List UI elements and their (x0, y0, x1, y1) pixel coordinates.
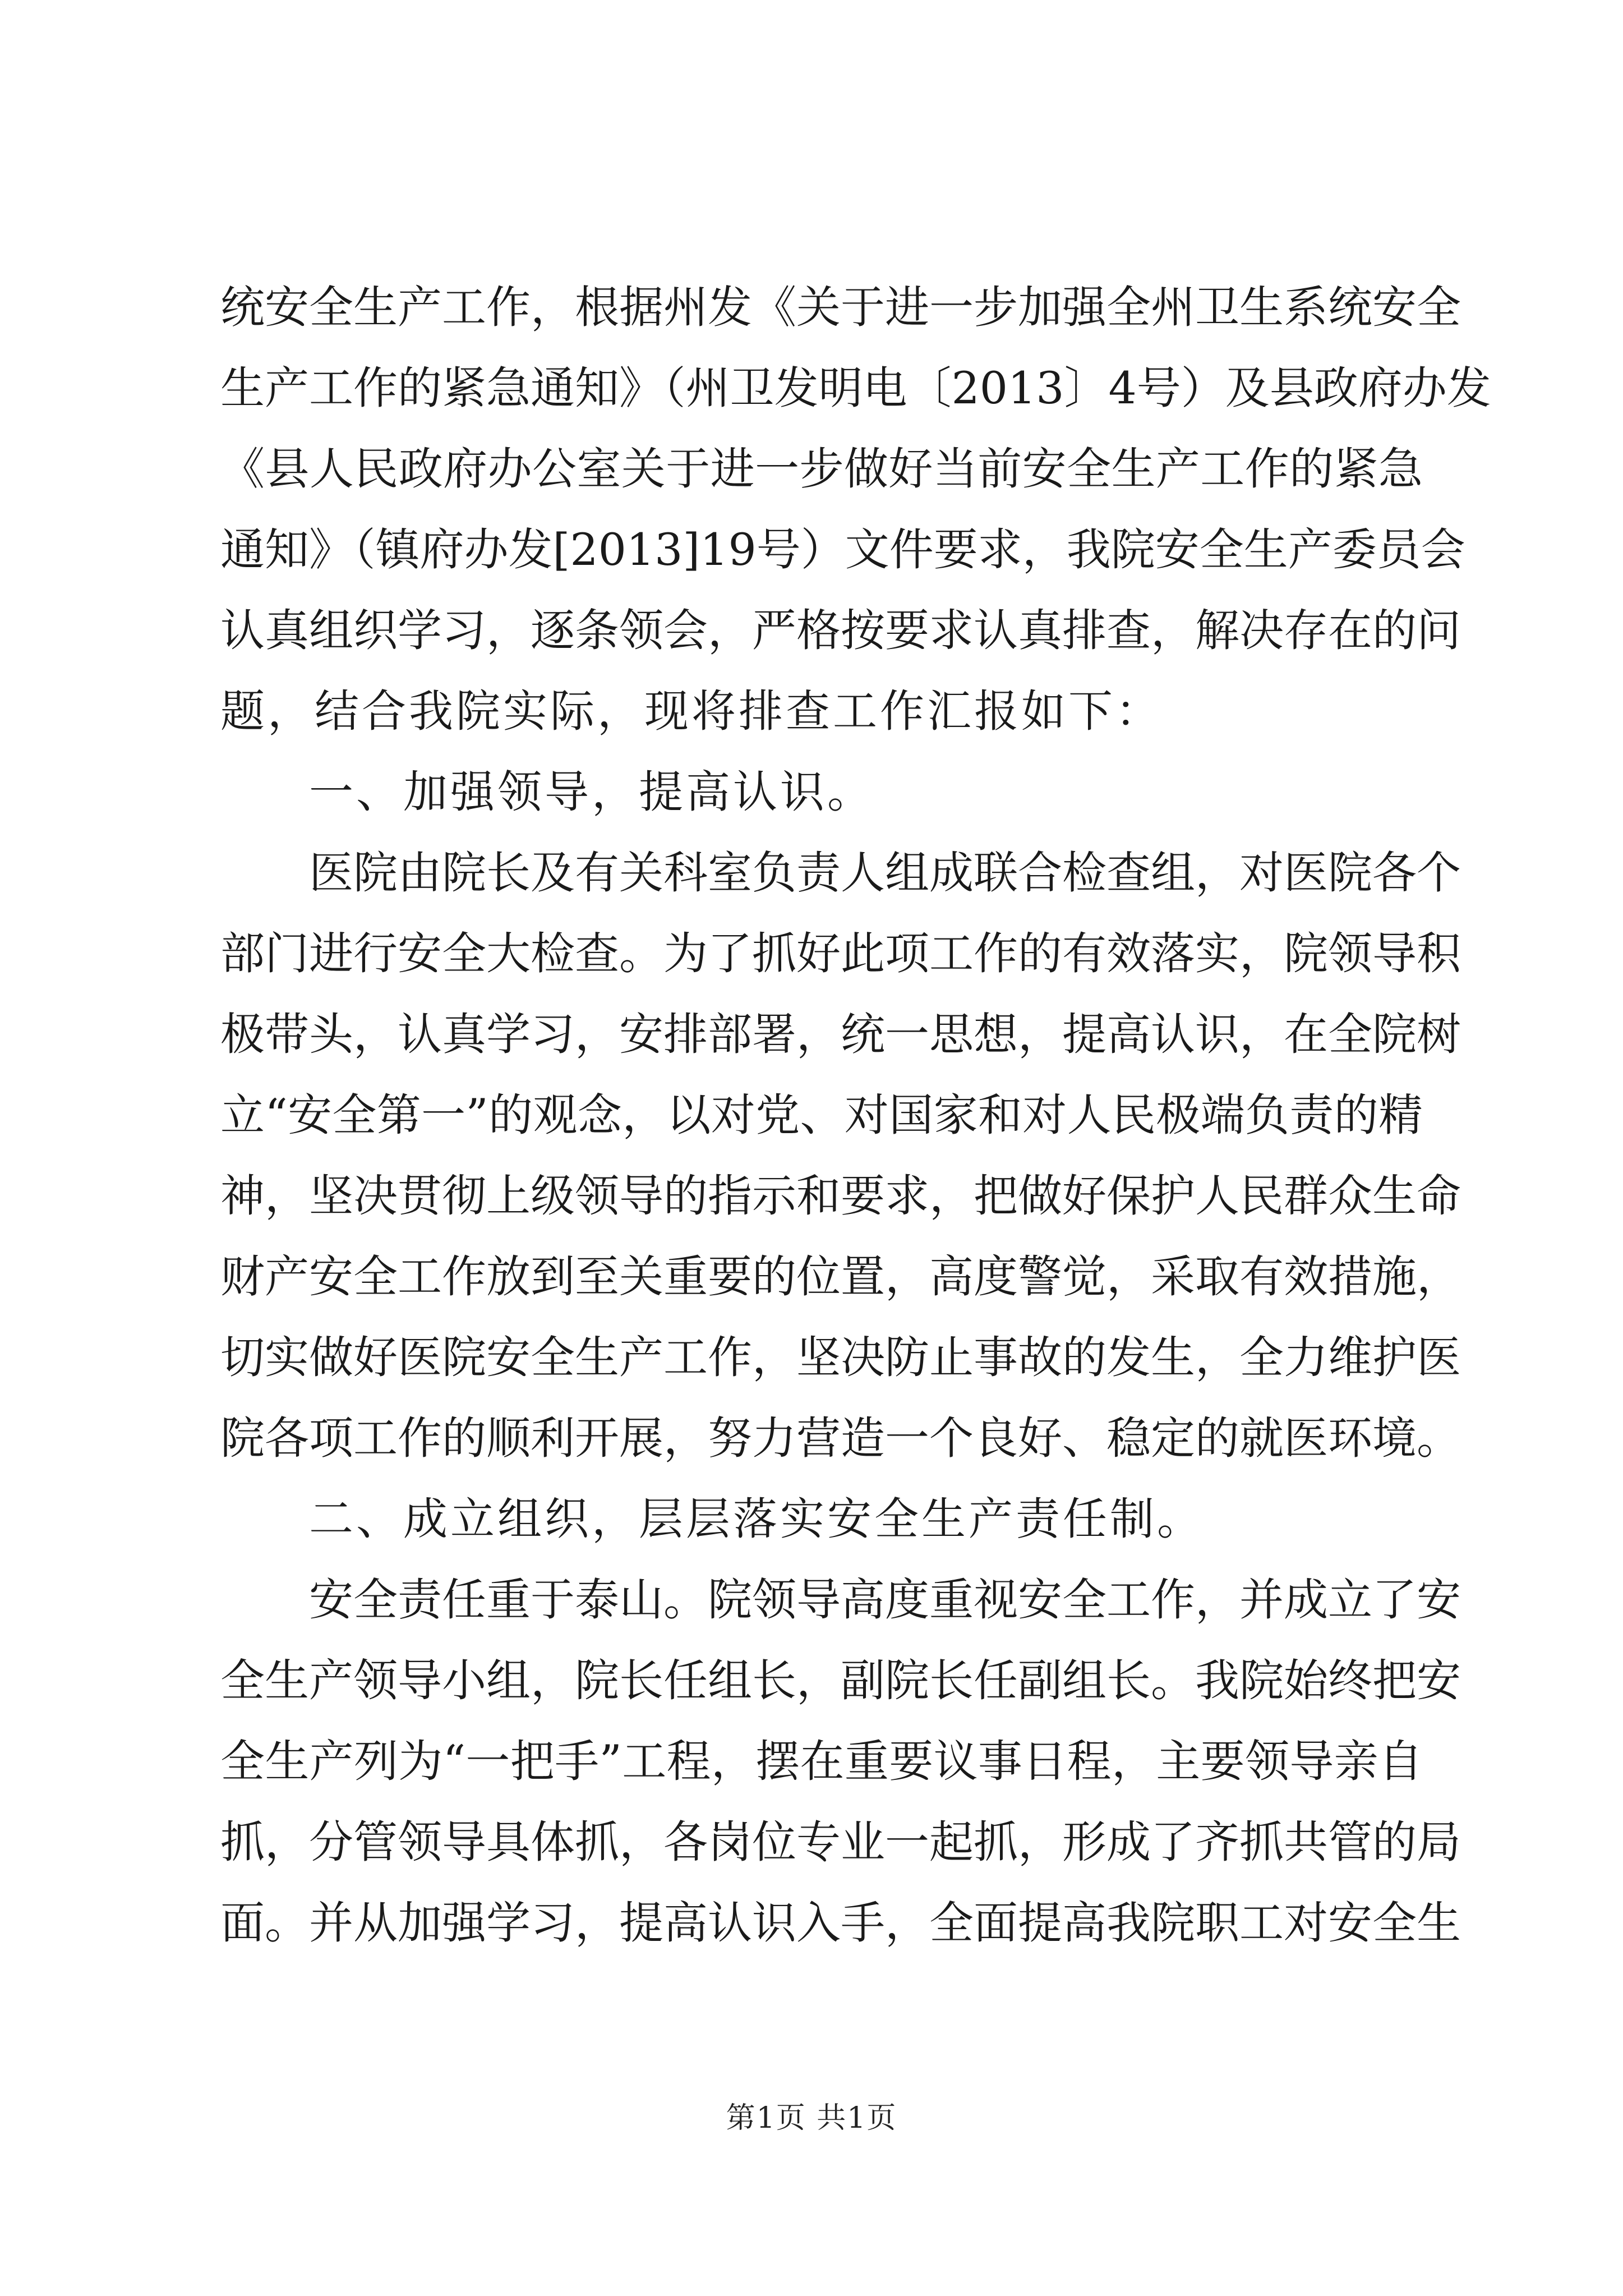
text-line: 部门进行安全大检查。为了抓好此项工作的有效落实，院领导积 (220, 928, 1461, 979)
text-line: 面。并从加强学习，提高认识入手，全面提高我院职工对安全生 (220, 1897, 1461, 1949)
page-footer: 第1页 共1页 (726, 2101, 897, 2135)
text-line: 通知》（镇府办发[2013]19号）文件要求，我院安全生产委员会 (220, 524, 1465, 576)
section-heading: 二、成立组织，层层落实安全生产责任制。 (309, 1493, 1204, 1545)
text-line: 题，结合我院实际，现将排查工作汇报如下： (220, 685, 1163, 737)
text-line: 安全责任重于泰山。院领导高度重视安全工作，并成立了安 (309, 1574, 1461, 1626)
text-line: 全生产领导小组，院长任组长，副院长任副组长。我院始终把安 (220, 1655, 1461, 1706)
section-heading: 一、加强领导，提高认识。 (309, 766, 874, 818)
text-line: 抓，分管领导具体抓，各岗位专业一起抓，形成了齐抓共管的局 (220, 1816, 1461, 1868)
text-line: 生产工作的紧急通知》（州卫发明电〔2013〕4号）及县政府办发 (220, 362, 1491, 414)
text-line: 财产安全工作放到至关重要的位置，高度警觉，采取有效措施， (220, 1251, 1461, 1303)
text-line: 极带头，认真学习，安排部署，统一思想，提高认识，在全院树 (220, 1009, 1461, 1060)
text-line: 神，坚决贯彻上级领导的指示和要求，把做好保护人民群众生命 (220, 1170, 1461, 1222)
text-line: 《县人民政府办公室关于进一步做好当前安全生产工作的紧急 (220, 443, 1423, 495)
text-line: 切实做好医院安全生产工作，坚决防止事故的发生，全力维护医 (220, 1332, 1461, 1383)
text-line: 院各项工作的顺利开展，努力营造一个良好、稳定的就医环境。 (220, 1412, 1461, 1464)
text-line: 全生产列为“一把手”工程，摆在重要议事日程，主要领导亲自 (220, 1736, 1423, 1787)
text-line: 医院由院长及有关科室负责人组成联合检查组，对医院各个 (309, 847, 1461, 899)
document-body (220, 267, 1491, 1963)
text-line: 统安全生产工作，根据州发《关于进一步加强全州卫生系统安全 (220, 282, 1461, 333)
text-line: 认真组织学习，逐条领会，严格按要求认真排查，解决存在的问 (220, 605, 1461, 656)
text-line: 立“安全第一”的观念，以对党、对国家和对人民极端负责的精 (220, 1089, 1423, 1141)
